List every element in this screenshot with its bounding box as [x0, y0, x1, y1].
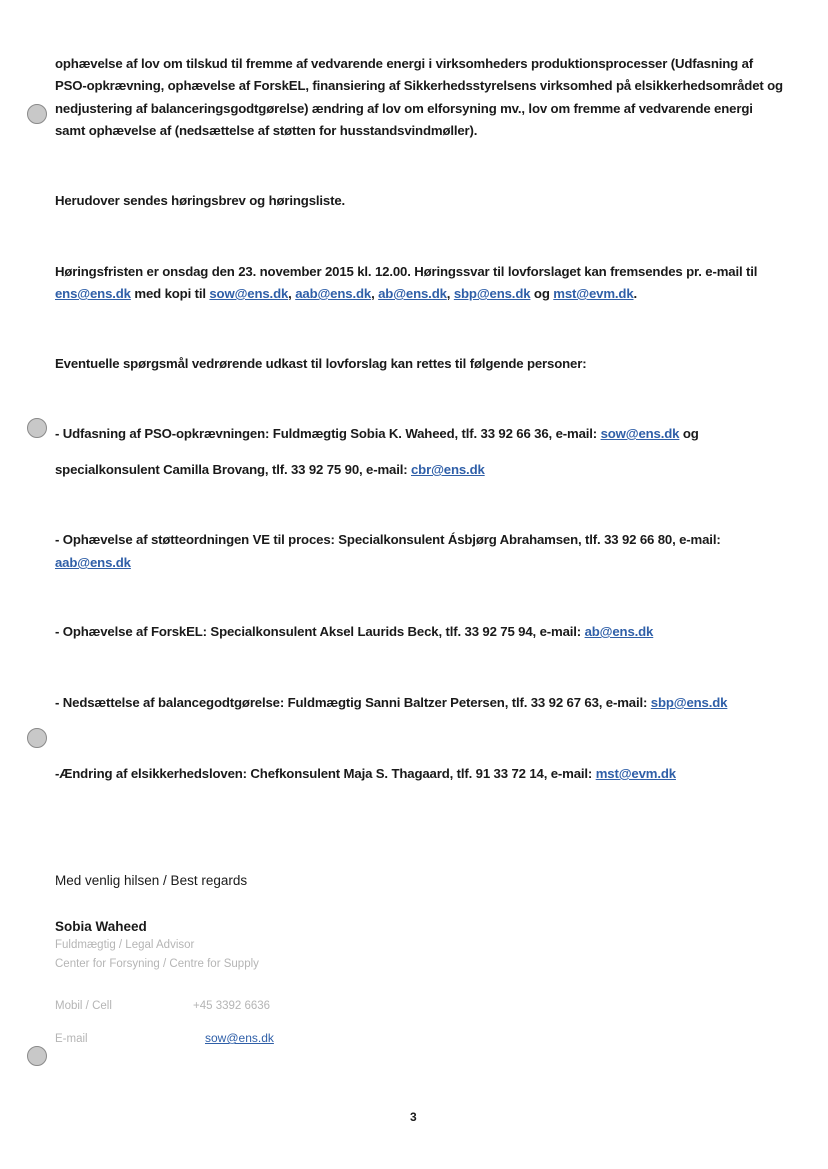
email-link-aab[interactable]: aab@ens.dk	[295, 286, 372, 301]
intro-line-4: samt ophævelse af (nedsættelse af støtten for husstandsvindmøller).	[55, 123, 478, 138]
contact-cbr-email[interactable]: cbr@ens.dk	[411, 462, 485, 477]
intro-line-3: nedjustering af balanceringsgodtgørelse) ændring af lov om elforsyning mv., lov om fremme af vedvarende energi	[55, 101, 753, 116]
contact-elsikkerhed-line	[55, 766, 676, 781]
contact-ve-line: - Ophævelse af støtteordningen VE til proces: Specialkonsulent Ásbjørg Abrahamsen, tlf. 33 92 66 80, e-mail:	[55, 532, 721, 547]
punch-hole-2	[27, 418, 47, 438]
email-link-sbp[interactable]: sbp@ens.dk	[453, 286, 531, 301]
email-link-sow[interactable]: sow@ens.dk	[209, 286, 289, 301]
contact-balance-line	[55, 695, 727, 710]
contact-pso-line	[55, 426, 699, 441]
contact-elsikkerhed-text: -Ændring af elsikkerhedsloven: Chefkonsulent Maja S. Thagaard, tlf. 91 33 72 14, e-mail:	[55, 766, 596, 781]
contact-forskel-email[interactable]: ab@ens.dk	[584, 624, 654, 639]
questions-text: Eventuelle spørgsmål vedrørende udkast til lovforslag kan rettes til følgende personer:	[55, 356, 587, 371]
deadline-line-2	[55, 286, 637, 301]
signature-center: Center for Forsyning / Centre for Supply	[55, 958, 259, 970]
contact-forskel-line	[55, 624, 653, 639]
greeting-text: Med venlig hilsen / Best regards	[55, 873, 248, 888]
punch-hole-3	[27, 728, 47, 748]
email-link-mst[interactable]: mst@evm.dk	[553, 286, 634, 301]
period-text: .	[633, 286, 638, 301]
email-link-ens[interactable]: ens@ens.dk	[55, 286, 131, 301]
punch-hole-4	[27, 1046, 47, 1066]
mobile-value: +45 3392 6636	[193, 1000, 271, 1012]
comma-1: ,	[288, 286, 296, 301]
punch-hole-1	[27, 104, 47, 124]
intro-line-2: PSO-opkrævning, ophævelse af ForskEL, finansiering af Sikkerhedsstyrelsens virksomhed på elsikkerhedsområdet og	[55, 78, 783, 93]
deadline-line-1: Høringsfristen er onsdag den 23. november 2015 kl. 12.00. Høringssvar til lovforslaget kan fremsendes pr. e-mail til	[55, 264, 758, 279]
contact-forskel-text: - Ophævelse af ForskEL: Specialkonsulent Aksel Laurids Beck, tlf. 33 92 75 94, e-mail:	[55, 624, 585, 639]
contact-cbr-line	[55, 462, 485, 477]
contact-ve-email[interactable]: aab@ens.dk	[55, 555, 131, 570]
contact-ve-email-line	[55, 555, 131, 570]
signature-name: Sobia Waheed	[55, 919, 147, 934]
contact-pso-text: - Udfasning af PSO-opkrævningen: Fuldmægtig Sobia K. Waheed, tlf. 33 92 66 36, e-mail:	[55, 426, 601, 441]
email-link-ab[interactable]: ab@ens.dk	[378, 286, 447, 301]
intro-line-1: ophævelse af lov om tilskud til fremme af vedvarende energi i virksomheders produktionsprocesser (Udfasning af	[55, 56, 754, 71]
page-number: 3	[410, 1110, 417, 1124]
og-text: og	[530, 286, 554, 301]
contact-balance-email[interactable]: sbp@ens.dk	[650, 695, 728, 710]
comma-3: ,	[446, 286, 454, 301]
signature-email-link[interactable]: sow@ens.dk	[205, 1031, 274, 1045]
kopi-text: med kopi til	[130, 286, 210, 301]
email-label: E-mail	[55, 1033, 88, 1045]
mobile-label: Mobil / Cell	[55, 1000, 112, 1012]
contact-pso-suffix: og	[679, 426, 699, 441]
comma-2: ,	[371, 286, 379, 301]
contact-elsikkerhed-email[interactable]: mst@evm.dk	[595, 766, 676, 781]
contact-pso-email[interactable]: sow@ens.dk	[600, 426, 680, 441]
contact-balance-text: - Nedsættelse af balancegodtgørelse: Fuldmægtig Sanni Baltzer Petersen, tlf. 33 92 67 63, e-mail:	[55, 695, 651, 710]
herudover-text: Herudover sendes høringsbrev og høringsliste.	[55, 193, 346, 208]
contact-cbr-text: specialkonsulent Camilla Brovang, tlf. 33 92 75 90, e-mail:	[55, 462, 411, 477]
signature-title: Fuldmægtig / Legal Advisor	[55, 939, 195, 951]
